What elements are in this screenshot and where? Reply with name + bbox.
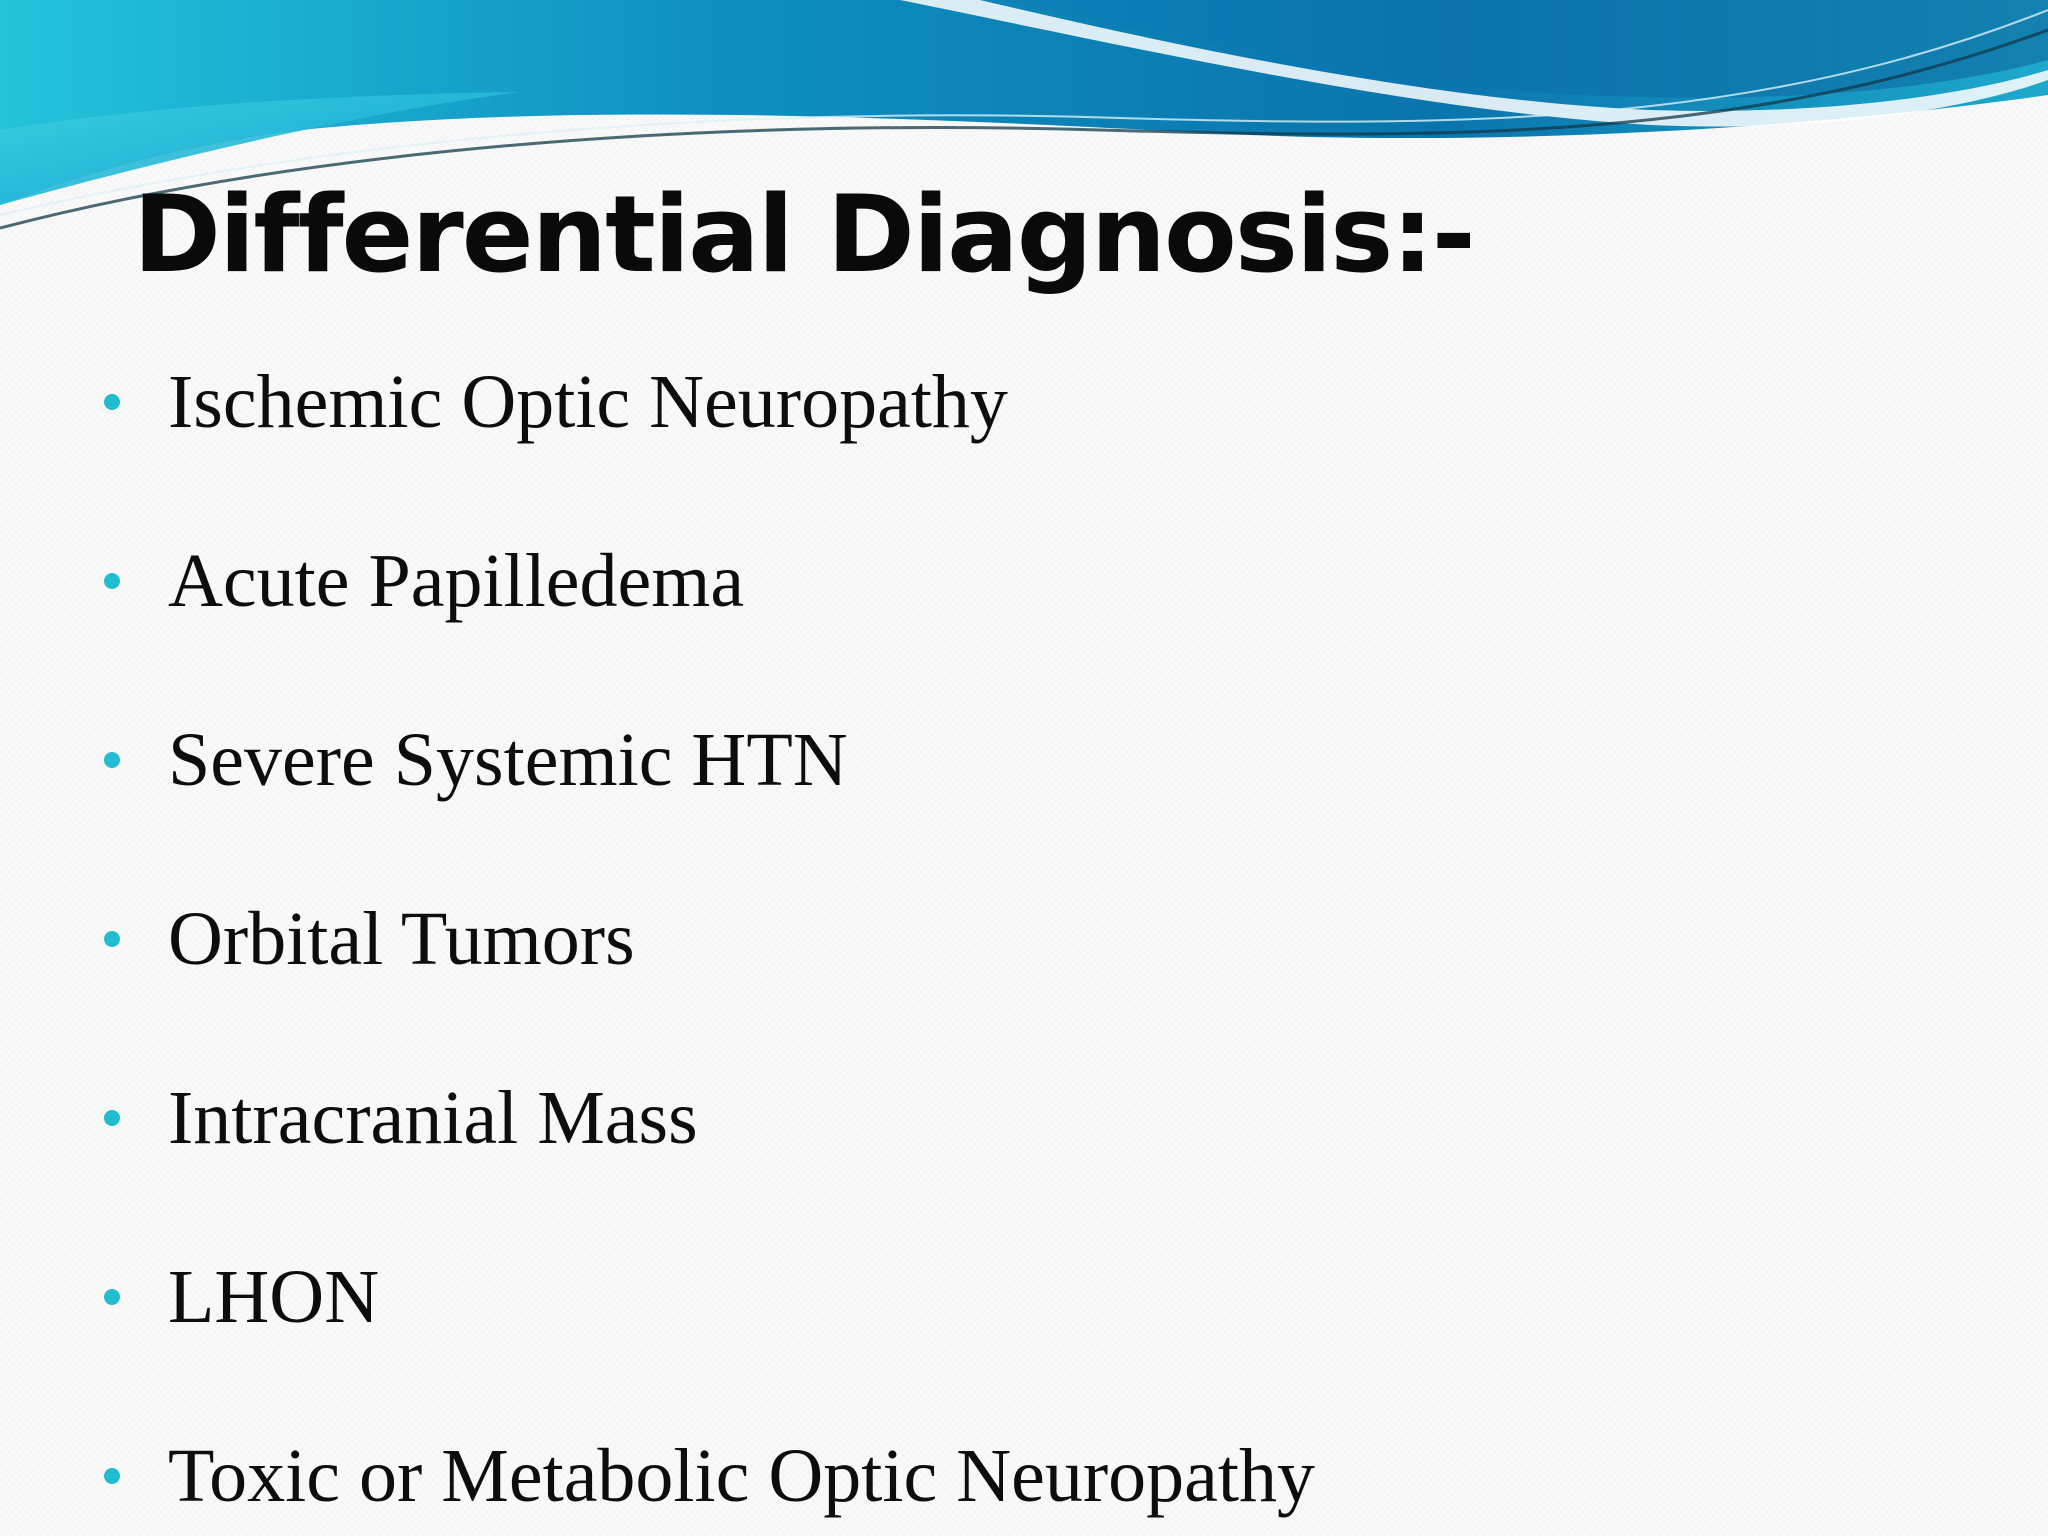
list-item-text: Acute Papilledema <box>168 539 745 623</box>
bullet-icon <box>104 573 120 589</box>
bullet-icon <box>104 931 120 947</box>
slide-title: Differential Diagnosis:- <box>133 173 1474 296</box>
bullet-icon <box>104 394 120 410</box>
list-item-text: Toxic or Metabolic Optic Neuropathy <box>168 1434 1316 1518</box>
list-item <box>104 352 1008 452</box>
list-item-text: Severe Systemic HTN <box>168 718 848 802</box>
list-item-text: Intracranial Mass <box>168 1076 698 1160</box>
list-item <box>104 889 635 989</box>
list-item <box>104 1426 1315 1526</box>
list-item <box>104 531 744 631</box>
list-item <box>104 1247 379 1347</box>
bullet-icon <box>104 1289 120 1305</box>
list-item-text: Orbital Tumors <box>168 897 635 981</box>
list-item-text: Ischemic Optic Neuropathy <box>168 360 1008 444</box>
bullet-icon <box>104 1468 120 1484</box>
list-item-text: LHON <box>168 1255 380 1339</box>
bullet-icon <box>104 1110 120 1126</box>
list-item <box>104 710 848 810</box>
list-item <box>104 1068 698 1168</box>
bullet-icon <box>104 752 120 768</box>
